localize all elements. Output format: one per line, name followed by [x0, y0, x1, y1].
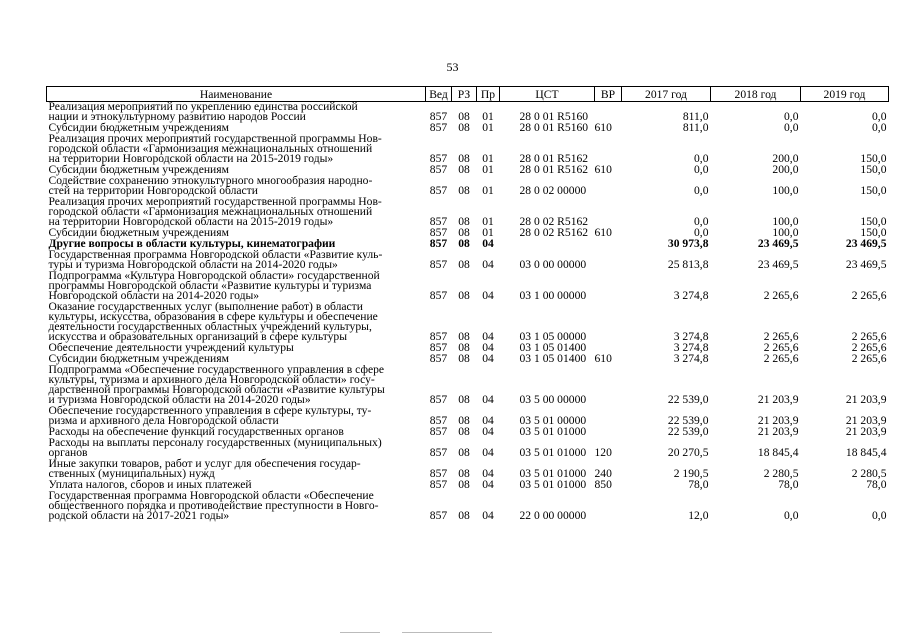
- cell-vr: [595, 271, 622, 302]
- cell-pr: 04: [482, 446, 494, 459]
- cell-2019: 150,0: [860, 226, 887, 239]
- cell-2019: 78,0: [866, 478, 887, 491]
- cell-name: [47, 197, 426, 228]
- cell-name: [47, 459, 426, 480]
- cell-pr: 01: [482, 163, 494, 176]
- cell-2017: 25 813,8: [667, 258, 709, 271]
- name-line: Субсидии бюджетным учреждениям: [48, 352, 229, 365]
- cell-name: [47, 491, 426, 522]
- cell-2018: 200,0: [772, 163, 799, 176]
- name-line: Субсидии бюджетным учреждениям: [48, 121, 229, 134]
- cell-2018: 2 265,6: [763, 352, 799, 365]
- cell-2017: 20 270,5: [667, 446, 709, 459]
- footer-scan-marks: [340, 630, 560, 636]
- cell-2017: 22 539,0: [667, 425, 709, 438]
- cell-2018: 23 469,5: [757, 258, 799, 271]
- cell-2019: 0,0: [872, 509, 887, 522]
- cell-rz: 08: [458, 414, 470, 427]
- name-line: культуры, искусства, образования в сфере культуры и обеспечение: [48, 310, 378, 323]
- cell-rz: 08: [458, 110, 470, 123]
- cell-ved: 857: [429, 110, 448, 123]
- cell-cst: 03 1 05 01400: [519, 341, 587, 354]
- name-line: Субсидии бюджетным учреждениям: [48, 226, 229, 239]
- cell-2018: 0,0: [784, 110, 799, 123]
- cell-vr: 120: [594, 446, 612, 459]
- cell-rz: 08: [458, 184, 470, 197]
- table-row: [47, 491, 889, 522]
- cell-ved: 857: [429, 226, 448, 239]
- cell-rz: 08: [458, 237, 470, 250]
- name-line: Расходы на обеспечение функций государственных органов: [48, 425, 344, 438]
- cell-ved: 857: [429, 121, 448, 134]
- cell-cst: 22 0 00 00000: [519, 509, 587, 522]
- cell-vr: 240: [594, 467, 612, 480]
- cell-rz: 08: [458, 352, 470, 365]
- cell-rz: 08: [458, 467, 470, 480]
- name-line: деятельности государственных областных учреждений культуры,: [48, 320, 372, 333]
- cell-2017: 30 973,8: [667, 237, 709, 250]
- cell-2019: 21 203,9: [845, 393, 887, 406]
- cell-2018: 2 280,5: [763, 467, 799, 480]
- cell-rz: 08: [458, 215, 470, 228]
- name-line: Подпрограмма «Культура Новгородской области» государственной: [48, 269, 380, 282]
- cell-2018: 78,0: [778, 478, 799, 491]
- budget-table: [46, 86, 889, 522]
- cell-rz: 08: [458, 152, 470, 165]
- cell-cst: 28 0 01 R5160: [519, 110, 589, 123]
- cell-2018: 100,0: [772, 184, 799, 197]
- cell-2018: 100,0: [772, 226, 799, 239]
- cell-pr: 04: [482, 467, 494, 480]
- cell-2019: 2 280,5: [851, 467, 887, 480]
- header-2017: 2017 год: [622, 87, 711, 102]
- cell-ved: 857: [429, 258, 448, 271]
- cell-vr: 610: [594, 163, 612, 176]
- cell-vr: [595, 239, 622, 250]
- header-rz: РЗ: [452, 87, 477, 102]
- cell-vr: [595, 250, 622, 271]
- cell-rz: 08: [458, 341, 470, 354]
- cell-vr: 610: [594, 121, 612, 134]
- table-row: [47, 406, 889, 427]
- cell-2019: 2 265,6: [851, 341, 887, 354]
- cell-pr: 04: [482, 393, 494, 406]
- cell-ved: 857: [429, 393, 448, 406]
- table-row: [47, 302, 889, 343]
- cell-2019: 21 203,9: [845, 414, 887, 427]
- cell-cst: 03 5 01 01000: [519, 467, 587, 480]
- cell-rz: 08: [458, 509, 470, 522]
- cell-vr: [595, 134, 622, 165]
- cell-cst: 03 1 00 00000: [519, 289, 587, 302]
- cell-2017: 3 274,8: [673, 289, 709, 302]
- cell-pr: 04: [482, 330, 494, 343]
- cell-pr: 04: [482, 414, 494, 427]
- name-line: Оказание государственных услуг (выполнение работ) в области: [48, 300, 363, 313]
- table-row: [47, 271, 889, 302]
- name-line: родской области на 2017-2021 годы»: [48, 509, 230, 522]
- cell-name: [47, 102, 426, 124]
- cell-2018: 18 845,4: [757, 446, 799, 459]
- header-2018: 2018 год: [711, 87, 801, 102]
- name-line: дарственной программы Новгородской области «Развитие культуры: [48, 383, 385, 396]
- cell-2017: 78,0: [688, 478, 709, 491]
- cell-rz: 08: [458, 163, 470, 176]
- cell-cst: 28 0 02 00000: [519, 184, 587, 197]
- cell-ved: 857: [429, 163, 448, 176]
- cell-vr: [595, 302, 622, 343]
- cell-cst: 03 5 01 00000: [519, 414, 587, 427]
- cell-ved: 857: [429, 184, 448, 197]
- table-row: [47, 176, 889, 197]
- cell-rz: 08: [458, 289, 470, 302]
- cell-ved: 857: [429, 237, 448, 250]
- cell-2019: 150,0: [860, 215, 887, 228]
- name-line: культуры, туризма и архивного дела Новгородской области» госу-: [48, 373, 375, 386]
- cell-ved: 857: [429, 330, 448, 343]
- cell-2017: 22 539,0: [667, 414, 709, 427]
- cell-2019: 2 265,6: [851, 330, 887, 343]
- name-line: туры и туризма Новгородской области на 2014-2020 годы»: [48, 258, 338, 271]
- cell-2018: 2 265,6: [763, 341, 799, 354]
- cell-cst: 03 1 05 00000: [519, 330, 587, 343]
- name-line: ственных (муниципальных) нужд: [48, 467, 215, 480]
- cell-ved: 857: [429, 414, 448, 427]
- cell-2019: 18 845,4: [845, 446, 887, 459]
- cell-name: [47, 134, 426, 165]
- name-line: и туризма Новгородской области на 2014-2020 годы»: [48, 393, 311, 406]
- cell-pr: 04: [482, 289, 494, 302]
- cell-2019: 21 203,9: [845, 425, 887, 438]
- cell-cst: 28 0 01 R5160: [519, 121, 589, 134]
- cell-2019: 2 265,6: [851, 352, 887, 365]
- cell-cst: 28 0 01 R5162: [519, 163, 589, 176]
- cell-vr: [595, 365, 622, 406]
- cell-vr: 610: [594, 352, 612, 365]
- cell-2018: 100,0: [772, 215, 799, 228]
- cell-ved: 857: [429, 341, 448, 354]
- cell-2017: 0,0: [694, 184, 709, 197]
- header-vr: ВР: [595, 87, 622, 102]
- cell-2017: 0,0: [694, 152, 709, 165]
- name-line: Реализация прочих мероприятий государственной программы Нов-: [48, 195, 382, 208]
- name-line: Иные закупки товаров, работ и услуг для обеспечения государ-: [48, 457, 361, 470]
- cell-2018: 21 203,9: [757, 414, 799, 427]
- cell-pr: 04: [482, 237, 494, 250]
- name-line: стей на территории Новгородской области: [48, 184, 258, 197]
- cell-2018: 23 469,5: [757, 237, 799, 250]
- table-body: [47, 102, 889, 523]
- cell-pr: 04: [482, 258, 494, 271]
- name-line: Расходы на выплаты персоналу государственных (муниципальных): [48, 436, 382, 449]
- cell-name: [47, 271, 426, 302]
- cell-2019: 0,0: [872, 121, 887, 134]
- name-line: органов: [48, 446, 88, 459]
- cell-ved: 857: [429, 446, 448, 459]
- name-line: на территории Новгородской области на 2015-2019 годы»: [48, 215, 334, 228]
- cell-cst: 03 0 00 00000: [519, 258, 587, 271]
- cell-name: [47, 406, 426, 427]
- name-line: Субсидии бюджетным учреждениям: [48, 163, 229, 176]
- table-row: [47, 365, 889, 406]
- cell-2019: 150,0: [860, 163, 887, 176]
- cell-2017: 3 274,8: [673, 330, 709, 343]
- cell-cst: 03 5 01 01000: [519, 425, 587, 438]
- name-line: ризма и архивного дела Новгородской области: [48, 414, 279, 427]
- name-line: городской области «Гармонизация межнациональных отношений: [48, 142, 373, 155]
- cell-vr: 610: [594, 226, 612, 239]
- cell-pr: 04: [482, 425, 494, 438]
- table-row: [47, 134, 889, 165]
- name-line: Государственная программа Новгородской области «Обеспечение: [48, 489, 374, 502]
- header-2019: 2019 год: [801, 87, 889, 102]
- name-line: Реализация прочих мероприятий государственной программы Нов-: [48, 132, 382, 145]
- cell-2017: 0,0: [694, 226, 709, 239]
- name-line: искусства и образовательных организаций в сфере культуры: [48, 330, 348, 343]
- cell-cst: 28 0 02 R5162: [519, 226, 589, 239]
- cell-vr: [595, 406, 622, 427]
- header-name: Наименование: [47, 87, 426, 102]
- name-line: Государственная программа Новгородской области «Развитие куль-: [48, 248, 383, 261]
- cell-2018: 21 203,9: [757, 393, 799, 406]
- cell-2017: 22 539,0: [667, 393, 709, 406]
- name-line: Содействие сохранению этнокультурного многообразия народно-: [48, 174, 373, 187]
- cell-cst: 03 5 01 01000: [519, 478, 587, 491]
- name-line: Уплата налогов, сборов и иных платежей: [48, 478, 252, 491]
- cell-pr: 04: [482, 478, 494, 491]
- cell-vr: [595, 197, 622, 228]
- cell-ved: 857: [429, 152, 448, 165]
- cell-2017: 3 274,8: [673, 352, 709, 365]
- cell-pr: 01: [482, 226, 494, 239]
- cell-2019: 2 265,6: [851, 289, 887, 302]
- cell-2017: 12,0: [688, 509, 709, 522]
- cell-2018: 2 265,6: [763, 289, 799, 302]
- cell-2019: 0,0: [872, 110, 887, 123]
- cell-2018: 200,0: [772, 152, 799, 165]
- name-line: городской области «Гармонизация межнациональных отношений: [48, 205, 373, 218]
- cell-2019: 150,0: [860, 152, 887, 165]
- cell-2019: 23 469,5: [845, 258, 887, 271]
- cell-2017: 2 190,5: [673, 467, 709, 480]
- cell-ved: 857: [429, 289, 448, 302]
- name-line: Новгородской области на 2014-2020 годы»: [48, 289, 260, 302]
- header-pr: Пр: [477, 87, 500, 102]
- cell-2017: 0,0: [694, 163, 709, 176]
- name-line: общественного порядка и противодействие преступности в Новго-: [48, 499, 379, 512]
- cell-cst: [500, 239, 595, 250]
- page-number: 53: [446, 60, 459, 74]
- table-row: [47, 197, 889, 228]
- name-line: нации и этнокультурному развитию народов России: [48, 110, 306, 123]
- name-line: на территории Новгородской области на 2015-2019 годы»: [48, 152, 334, 165]
- cell-2018: 0,0: [784, 509, 799, 522]
- cell-ved: 857: [429, 215, 448, 228]
- cell-2018: 2 265,6: [763, 330, 799, 343]
- cell-pr: 01: [482, 184, 494, 197]
- cell-ved: 857: [429, 425, 448, 438]
- cell-cst: 03 1 05 01400: [519, 352, 587, 365]
- cell-rz: 08: [458, 330, 470, 343]
- name-line: Реализация мероприятий по укреплению единства российской: [48, 100, 358, 113]
- cell-rz: 08: [458, 393, 470, 406]
- cell-name: [47, 365, 426, 406]
- cell-name: [47, 302, 426, 343]
- cell-2017: 0,0: [694, 215, 709, 228]
- cell-pr: 01: [482, 121, 494, 134]
- cell-cst: 28 0 01 R5162: [519, 152, 589, 165]
- table-row: [47, 102, 889, 124]
- cell-cst: 28 0 02 R5162: [519, 215, 589, 228]
- cell-ved: 857: [429, 467, 448, 480]
- cell-vr: [595, 176, 622, 197]
- cell-2018: 0,0: [784, 121, 799, 134]
- header-cst: ЦСТ: [500, 87, 595, 102]
- cell-rz: 08: [458, 121, 470, 134]
- cell-cst: 03 5 01 01000: [519, 446, 587, 459]
- cell-pr: 01: [482, 110, 494, 123]
- cell-rz: 08: [458, 226, 470, 239]
- cell-name: [47, 438, 426, 459]
- table-row: [47, 438, 889, 459]
- cell-2017: 811,0: [682, 121, 709, 134]
- table-row: [47, 250, 889, 271]
- table-row: [47, 459, 889, 480]
- name-line: Другие вопросы в области культуры, кинематографии: [48, 237, 336, 250]
- name-line: Обеспечение государственного управления в сфере культуры, ту-: [48, 404, 372, 417]
- cell-vr: [595, 491, 622, 522]
- cell-pr: 04: [482, 352, 494, 365]
- cell-pr: 04: [482, 341, 494, 354]
- cell-rz: 08: [458, 446, 470, 459]
- cell-cst: 03 5 00 00000: [519, 393, 587, 406]
- cell-pr: 01: [482, 215, 494, 228]
- cell-2019: 23 469,5: [845, 237, 887, 250]
- cell-vr: 850: [594, 478, 612, 491]
- name-line: программы Новгородской области «Развитие культуры и туризма: [48, 279, 372, 292]
- cell-name: [47, 176, 426, 197]
- cell-2017: 811,0: [682, 110, 709, 123]
- cell-ved: 857: [429, 478, 448, 491]
- cell-vr: [595, 102, 622, 124]
- cell-pr: 04: [482, 509, 494, 522]
- cell-rz: 08: [458, 425, 470, 438]
- cell-name: [47, 250, 426, 271]
- cell-pr: 01: [482, 152, 494, 165]
- cell-ved: 857: [429, 352, 448, 365]
- cell-2019: 150,0: [860, 184, 887, 197]
- cell-rz: 08: [458, 478, 470, 491]
- cell-2017: 3 274,8: [673, 341, 709, 354]
- cell-ved: 857: [429, 509, 448, 522]
- cell-vr: [595, 427, 622, 438]
- cell-2018: 21 203,9: [757, 425, 799, 438]
- cell-rz: 08: [458, 258, 470, 271]
- header-ved: Вед: [426, 87, 452, 102]
- name-line: Подпрограмма «Обеспечение государственного управления в сфере: [48, 363, 385, 376]
- name-line: Обеспечение деятельности учреждений культуры: [48, 341, 294, 354]
